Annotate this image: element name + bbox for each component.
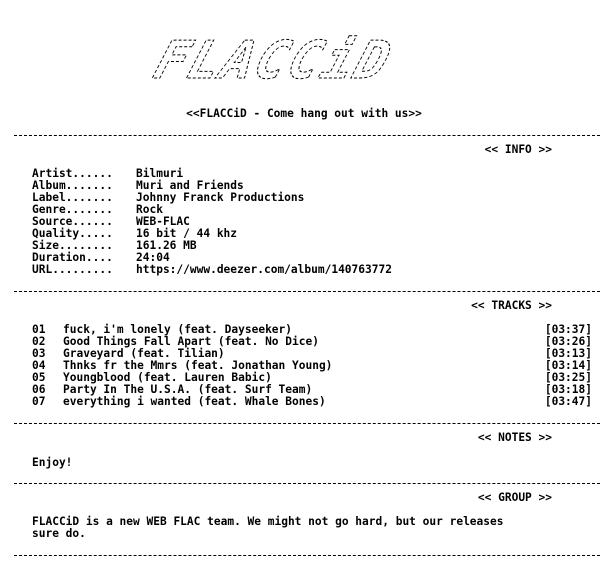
info-value: 24:04 bbox=[136, 251, 170, 264]
track-title: Party In The U.S.A. (feat. Surf Team) bbox=[63, 383, 313, 396]
info-key: Genre....... bbox=[32, 203, 113, 216]
notes-header: << NOTES >> bbox=[477, 431, 552, 444]
track-number: 03 bbox=[32, 347, 46, 360]
track-title: Youngblood (feat. Lauren Babic) bbox=[63, 371, 272, 384]
divider bbox=[14, 555, 600, 556]
track-duration: [03:13] bbox=[544, 347, 592, 360]
track-title: fuck, i'm lonely (feat. Dayseeker) bbox=[63, 323, 293, 336]
info-key: Label....... bbox=[32, 191, 113, 204]
track-title: everything i wanted (feat. Whale Bones) bbox=[63, 395, 326, 408]
info-key: Artist...... bbox=[32, 167, 113, 180]
track-title: Graveyard (feat. Tilian) bbox=[63, 347, 225, 360]
tagline: <<FLACCiD - Come hang out with us>> bbox=[186, 107, 422, 120]
flaccid-ascii-logo bbox=[0, 28, 608, 92]
info-header: << INFO >> bbox=[484, 143, 552, 156]
info-value: 161.26 MB bbox=[136, 239, 197, 252]
track-number: 07 bbox=[32, 395, 46, 408]
info-value: Johnny Franck Productions bbox=[136, 191, 305, 204]
divider bbox=[14, 135, 600, 136]
info-key: URL......... bbox=[32, 263, 113, 276]
track-title: Good Things Fall Apart (feat. No Dice) bbox=[63, 335, 319, 348]
track-row bbox=[32, 396, 592, 408]
info-value: Bilmuri bbox=[136, 167, 184, 180]
info-row-url bbox=[32, 264, 592, 276]
divider bbox=[14, 423, 600, 424]
track-number: 02 bbox=[32, 335, 46, 348]
info-row-label bbox=[32, 192, 592, 204]
track-duration: [03:18] bbox=[544, 383, 592, 396]
info-row-quality bbox=[32, 228, 592, 240]
info-key: Size........ bbox=[32, 239, 113, 252]
info-url-link[interactable]: https://www.deezer.com/album/140763772 bbox=[136, 263, 392, 276]
info-key: Source...... bbox=[32, 215, 113, 228]
track-duration: [03:25] bbox=[544, 371, 592, 384]
info-value: Muri and Friends bbox=[136, 179, 244, 192]
info-row-album bbox=[32, 180, 592, 192]
info-value: Rock bbox=[136, 203, 163, 216]
track-duration: [03:47] bbox=[544, 395, 592, 408]
logo-text: FLACCiD bbox=[147, 29, 401, 91]
track-number: 04 bbox=[32, 359, 46, 372]
track-number: 01 bbox=[32, 323, 46, 336]
info-row-size bbox=[32, 240, 592, 252]
info-value: WEB-FLAC bbox=[136, 215, 190, 228]
group-text-line-2: sure do. bbox=[32, 527, 86, 540]
info-row-artist bbox=[32, 168, 592, 180]
track-duration: [03:37] bbox=[544, 323, 592, 336]
group-header: << GROUP >> bbox=[477, 491, 552, 504]
tracks-header: << TRACKS >> bbox=[471, 299, 552, 312]
info-row-genre bbox=[32, 204, 592, 216]
info-key: Quality..... bbox=[32, 227, 113, 240]
track-number: 06 bbox=[32, 383, 46, 396]
divider bbox=[14, 483, 600, 484]
notes-text: Enjoy! bbox=[32, 456, 73, 469]
info-key: Album....... bbox=[32, 179, 113, 192]
track-duration: [03:26] bbox=[544, 335, 592, 348]
info-row-source bbox=[32, 216, 592, 228]
track-title: Thnks fr the Mmrs (feat. Jonathan Young) bbox=[63, 359, 333, 372]
info-value: 16 bit / 44 khz bbox=[136, 227, 238, 240]
info-key: Duration.... bbox=[32, 251, 113, 264]
group-text-line-1: FLACCiD is a new WEB FLAC team. We might not go hard, but our releases bbox=[32, 515, 504, 528]
divider bbox=[14, 291, 600, 292]
track-number: 05 bbox=[32, 371, 46, 384]
track-duration: [03:14] bbox=[544, 359, 592, 372]
